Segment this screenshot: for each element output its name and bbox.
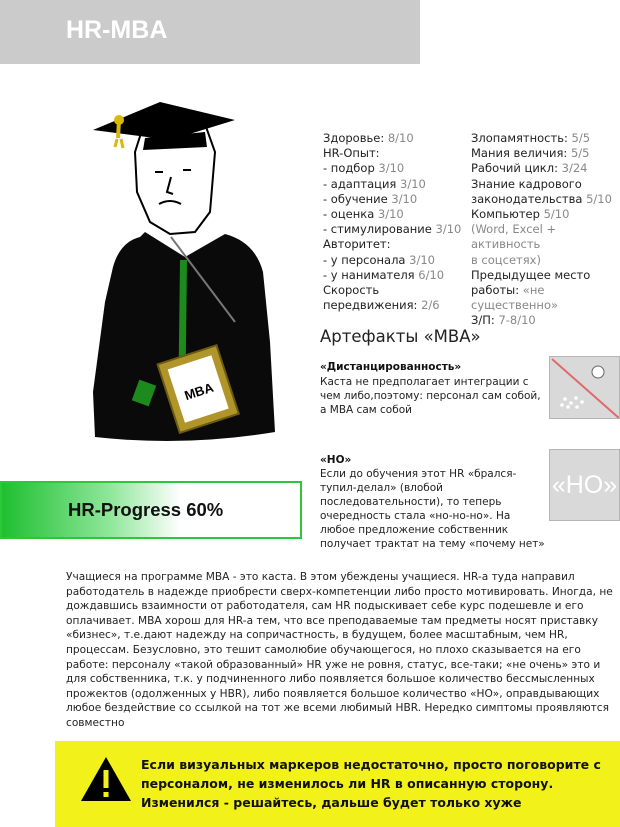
- stat-computer-note-2: в соцсетях): [471, 252, 541, 267]
- graduate-illustration: [85, 92, 285, 462]
- stat-labor-law: Знание кадрового: [471, 176, 582, 191]
- artifact-2-name: «НО»: [320, 454, 352, 466]
- page-title: HR-MBA: [66, 16, 168, 44]
- stat-computer: Компьютер 5/10: [471, 207, 570, 222]
- artifact-2-thumb-label: «НО»: [551, 470, 618, 499]
- stat-authority: Авторитет:: [323, 237, 391, 252]
- hr-progress-bar: [0, 481, 302, 539]
- artifacts-title: Артефакты «МВА»: [320, 327, 481, 346]
- stat-work-cycle: Рабочий цикл: 3/24: [471, 161, 588, 176]
- stats-left: [323, 131, 473, 313]
- distance-icon: [550, 357, 620, 419]
- stat-authority-staff: - у персонала 3/10: [323, 252, 435, 267]
- stat-assessment: - оценка 3/10: [323, 207, 404, 222]
- warning-banner: [55, 741, 620, 827]
- stat-megalomania: Мания величия: 5/5: [471, 146, 590, 161]
- stat-hr-experience: HR-Опыт:: [323, 146, 380, 161]
- page-header: [0, 0, 420, 64]
- description-text: Учащиеся на программе МВА - это каста. В этом убеждены учащиеся. HR-а туда направил работодатель в надежде приобрести сверх-компетенции либо просто мотивировать. Иногда, не дождавшись взаимности от работодателя, сам HR подыскивает себе курс подешевле и его оплачивает. МВА хорош для HR-а тем, что все преподаваемые там предметы носят приставку «бизнес», т.е.дают надежду на сопричастность, в будущем, более масштабным, чем HR, процессам. Безусловно, это тешит самолюбие обучающегося, но плохо сказывается на его работе: персоналу «такой образованный» HR уже не ровня, статус, все-таки; «не очень» это и для собственника, т.к. у подчиненного либо появляется большое количество бессмысленных прожектов (одолженных у HBR), либо появляется большое количество «НО», оправдывающих любое бездействие со ссылкой на тот же всеми любимый HBR. Нередко симптомы проявляются совместно: [66, 571, 613, 729]
- artifact-1-thumbnail: [549, 356, 620, 419]
- stat-previous-job-value: работы: «не существенно»: [471, 283, 559, 313]
- stats-right: [471, 131, 620, 329]
- stat-previous-job: Предыдущее место: [471, 267, 591, 282]
- mba-badge-label: MBA: [182, 379, 216, 404]
- stat-recruiting: - подбор 3/10: [323, 161, 405, 176]
- artifact-1-text: Каста не предполагает интеграции с чем либо,поэтому: персонал сам собой, а МВА сам собой: [320, 376, 541, 416]
- warning-icon: [79, 755, 133, 803]
- stat-salary: З/П: 7-8/10: [471, 313, 536, 328]
- stat-grudge: Злопамятность: 5/5: [471, 131, 591, 145]
- stat-movement: передвижения: 2/6: [323, 298, 440, 313]
- stat-health: Здоровье: 8/10: [323, 131, 414, 145]
- stat-labor-law-value: законодательства 5/10: [471, 191, 612, 206]
- stat-speed: Скорость: [323, 283, 380, 298]
- warning-text: Если визуальных маркеров недостаточно, просто поговорите с персоналом, не изменилось ли HR в описанную сторону. Изменился - решайтесь, дальше будет только хуже: [141, 757, 601, 810]
- stat-computer-note: (Word, Excel + активность: [471, 222, 557, 252]
- artifact-2-text: Если до обучения этот HR «брался-тупил-делал» (влобой последовательности), то теперь очередность стала «но-но-но». На любое предложение собственник получает трактат на тему «почему нет»: [320, 468, 545, 550]
- stat-authority-employer: - у нанимателя 6/10: [323, 267, 445, 282]
- artifact-1-name: «Дистанцированность»: [320, 361, 462, 373]
- stat-adaptation: - адаптация 3/10: [323, 176, 426, 191]
- artifact-2-thumbnail: [549, 449, 620, 521]
- stat-motivation: - стимулирование 3/10: [323, 222, 462, 237]
- hr-progress-label: HR-Progress 60%: [68, 499, 224, 520]
- stat-training: - обучение 3/10: [323, 191, 418, 206]
